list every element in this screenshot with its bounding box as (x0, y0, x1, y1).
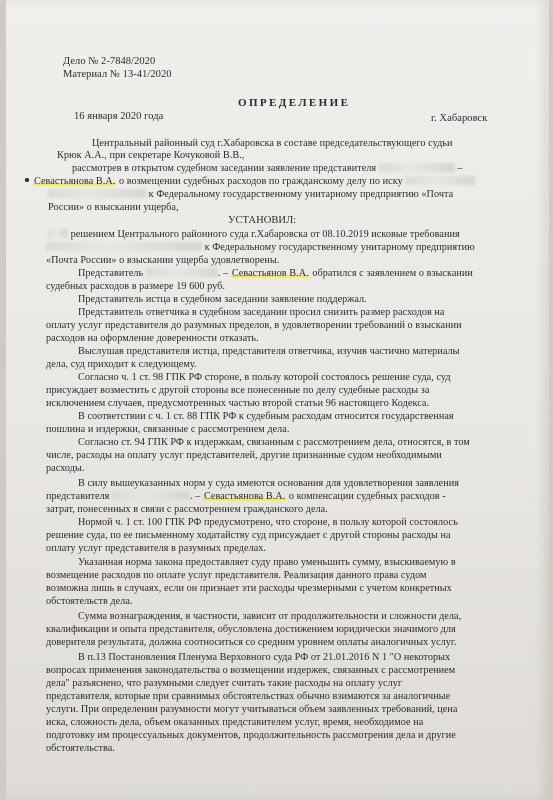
text-line: Севастьянова В.А. о возмещении судебных расходов по гражданскому делу по иску (33, 176, 475, 188)
material-number: Материал № 13-41/2020 (63, 69, 172, 80)
text-line: возможна лишь в случаях, если он признает эти расходы чрезмерными с учетом конкретных (46, 583, 452, 594)
text-line: пошлина и издержки, связанные с рассмотрением дела. (46, 424, 290, 435)
text-line: к Федеральному государственному унитарному предприятию (46, 242, 475, 254)
text-line: вопросах применения законодательства о возмещении издержек, связанных с рассмотрением (46, 665, 456, 676)
highlighted-name: Севастьянова В.А. (34, 176, 116, 187)
bullet-dot (25, 178, 29, 182)
redacted-name (48, 189, 146, 198)
case-number: Дело № 2-7848/2020 (63, 56, 156, 67)
text-line: иска, сложность дела, объем оказанных представителем услуг, время, необходимое на (46, 717, 424, 728)
text-line: Указанная норма закона предоставляет суду право уменьшить сумму, взыскиваемую в (78, 557, 456, 568)
text-line: обстоятельств дела. (46, 596, 133, 607)
text-line: числе, расходы на оплату услуг представителей, другие признанные судом необходимыми (46, 450, 442, 461)
highlighted-name: Севастьянова В.А. (203, 491, 286, 502)
text-line: Центральный районный суд г.Хабаровска в составе председательствующего судьи (92, 138, 453, 149)
text-line: Крюк А.А., при секретаре Кочуковой В.В., (57, 150, 245, 161)
document-city: г. Хабаровск (431, 113, 488, 124)
text-line: Согласно ст. 94 ГПК РФ к издержкам, связанным с рассмотрением дела, относятся, в том (78, 437, 470, 448)
text-line: обстоятельства. (46, 743, 115, 754)
text-line: исключением случаев, предусмотренных частью второй статьи 96 настоящего Кодекса. (46, 398, 430, 409)
text-line: В силу вышеуказанных норм у суда имеются основания для удовлетворения заявления (78, 478, 459, 489)
redacted-name (379, 163, 455, 172)
text-line: представителя . – Севастьянова В.А. о компенсации судебных расходов - (46, 491, 446, 502)
document-title: ОПРЕДЕЛЕНИЕ (238, 97, 351, 109)
text-line: подготовку им процессуальных документов, продолжительность рассмотрения дела и другие (46, 730, 456, 741)
text-line: В соответствии с ч. 1 ст. 88 ГПК РФ к судебным расходам относится государственная (78, 411, 454, 422)
text-line: Сумма вознаграждения, в частности, зависит от продолжительности и сложности дела, (78, 611, 462, 622)
text-line: затрат, понесенных в связи с рассмотрением гражданского дела. (46, 504, 328, 515)
text-line: решение суда, по ее письменному ходатайству суд присуждает с другой стороны расходы на (46, 530, 451, 541)
text-line: В п.13 Постановления Пленума Верховного суда РФ от 21.01.2016 N 1 "О некоторых (78, 652, 451, 663)
redacted-name (146, 268, 218, 277)
text-line: России» о взыскании ущерба, (48, 202, 179, 213)
redacted-name (48, 229, 68, 238)
document-date: 16 января 2020 года (74, 111, 164, 122)
text-line: доверителя результата, должна соотноситься со средним уровнем оплаты аналогичных услуг. (46, 637, 457, 648)
text-line: к Федеральному государственному унитарному предприятию «Почта (48, 189, 453, 201)
text-line: расходов на оформление доверенности отказать. (46, 333, 259, 344)
redacted-name (112, 491, 190, 500)
text-line: представителя, которые при сравнимых обстоятельствах обычно взимаются за аналогичные (46, 691, 451, 702)
section-heading: УСТАНОВИЛ: (228, 215, 297, 226)
text-line: дела, суд приходит к следующему. (46, 359, 197, 370)
redacted-name (46, 242, 202, 251)
text-line: рассмотрев в открытом судебном заседании заявление представителя – (72, 163, 463, 174)
text-line: Представитель . – Севастьянов В.А. обратился с заявлением о взыскании (78, 268, 473, 279)
text-line: Выслушав представителя истца, представителя ответчика, изучив частично материалы (78, 346, 460, 357)
text-line: решением Центрального районного суда г.Хабаровска от 08.10.2019 исковые требования (48, 229, 460, 241)
text-line: квалификации и опыта представителя, обусловлена достижением юридически значимого для (46, 624, 456, 635)
text-line: расходы. (46, 463, 85, 474)
highlighted-name: Севастьянов В.А. (231, 268, 309, 279)
redacted-name (405, 176, 475, 185)
text-line: возмещение расходов по оплате услуг представителя. Реализация данного права судом (46, 570, 427, 581)
text-line: Представитель ответчика в судебном заседании просил снизить размер расходов на (78, 307, 445, 318)
text-line: услуги. При определении разумности могут учитываться объем заявленных требований, цена (46, 704, 458, 715)
text-line: оплату услуг представителя в разумных пределах. (46, 543, 267, 554)
text-line: Нормой ч. 1 ст. 100 ГПК РФ предусмотрено, что стороне, в пользу которой состоялось (78, 517, 458, 528)
text-line: Согласно ч. 1 ст. 98 ГПК РФ стороне, в пользу которой состоялось решение суда, суд (78, 372, 451, 383)
text-line: Представитель истца в судебном заседании заявление поддержал. (78, 294, 367, 305)
text-line: оплату услуг представителя до разумных пределов, в удовлетворении требований о взыскании (46, 320, 462, 331)
text-line: судебных расходов в размере 19 600 руб. (46, 281, 225, 292)
text-line: дела" разъяснено, что разумными следует считать такие расходы на оплату услуг (46, 678, 403, 689)
text-line: присуждает возместить с другой стороны все понесенные по делу судебные расходы за (46, 385, 430, 396)
text-line: «Почта России» о взыскании ущерба удовлетворены. (46, 255, 280, 266)
